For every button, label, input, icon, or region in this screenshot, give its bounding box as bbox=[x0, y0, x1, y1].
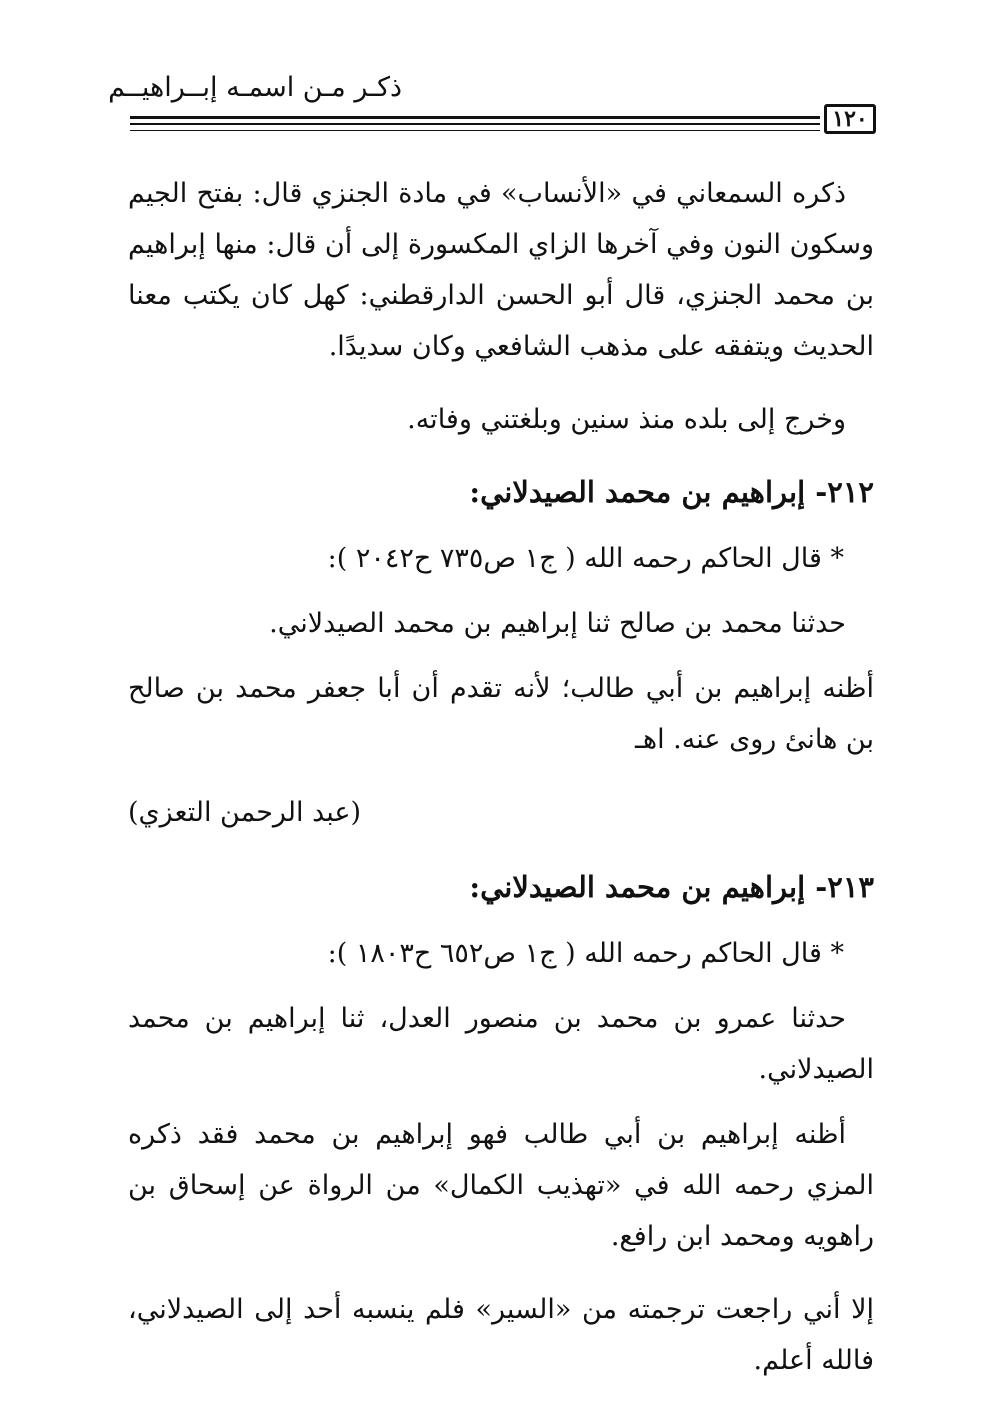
page-number: ١٢٠ bbox=[824, 104, 876, 134]
paragraph: أظنه إبراهيم بن أبي طالب؛ لأنه تقدم أن أبا جعفر محمد بن صالح بن هانئ روى عنه. اهـ bbox=[128, 673, 874, 755]
paragraph: إلا أني راجعت ترجمته من «السير» فلم ينسبه أحد إلى الصيدلاني، فالله أعلم. bbox=[128, 1294, 874, 1376]
header-rule bbox=[130, 116, 820, 119]
source-citation: * قال الحاكم رحمه الله ( ج١ ص٧٣٥ ح٢٠٤٢ ): bbox=[327, 543, 844, 574]
header-rule bbox=[130, 123, 820, 125]
attribution-note: (عبد الرحمن التعزي) bbox=[128, 797, 362, 828]
paragraph: أظنه إبراهيم بن أبي طالب فهو إبراهيم بن محمد فقد ذكره المزي رحمه الله في «تهذيب الكمال» من الرواة عن إسحاق بن راهويه ومحمد ابن رافع. bbox=[128, 1119, 874, 1252]
paragraph: حدثنا عمرو بن محمد بن منصور العدل، ثنا إبراهيم بن محمد الصيدلاني. bbox=[128, 1003, 874, 1085]
header-rule bbox=[130, 130, 820, 131]
paragraph: حدثنا محمد بن صالح ثنا إبراهيم بن محمد الصيدلاني. bbox=[269, 608, 846, 639]
page-body bbox=[128, 168, 874, 1408]
running-header-title: ذكـر مـن اسمـه إبــراهيــم bbox=[108, 72, 402, 103]
entry-heading-212: ٢١٢- إبراهيم بن محمد الصيدلاني: bbox=[469, 475, 874, 509]
source-citation: * قال الحاكم رحمه الله ( ج١ ص٦٥٢ ح١٨٠٣ ): bbox=[327, 938, 844, 969]
paragraph: ذكره السمعاني في «الأنساب» في مادة الجنزي قال: بفتح الجيم وسكون النون وفي آخرها الزاي المكسورة إلى أن قال: منها إبراهيم بن محمد الجنزي، قال أبو الحسن الدارقطني: كهل كان يكتب معنا الحديث ويتفقه على مذهب الشافعي وكان سديدًا. bbox=[128, 178, 874, 362]
entry-heading-213: ٢١٣- إبراهيم بن محمد الصيدلاني: bbox=[469, 870, 874, 904]
paragraph: وخرج إلى بلده منذ سنين وبلغتني وفاته. bbox=[407, 404, 846, 435]
